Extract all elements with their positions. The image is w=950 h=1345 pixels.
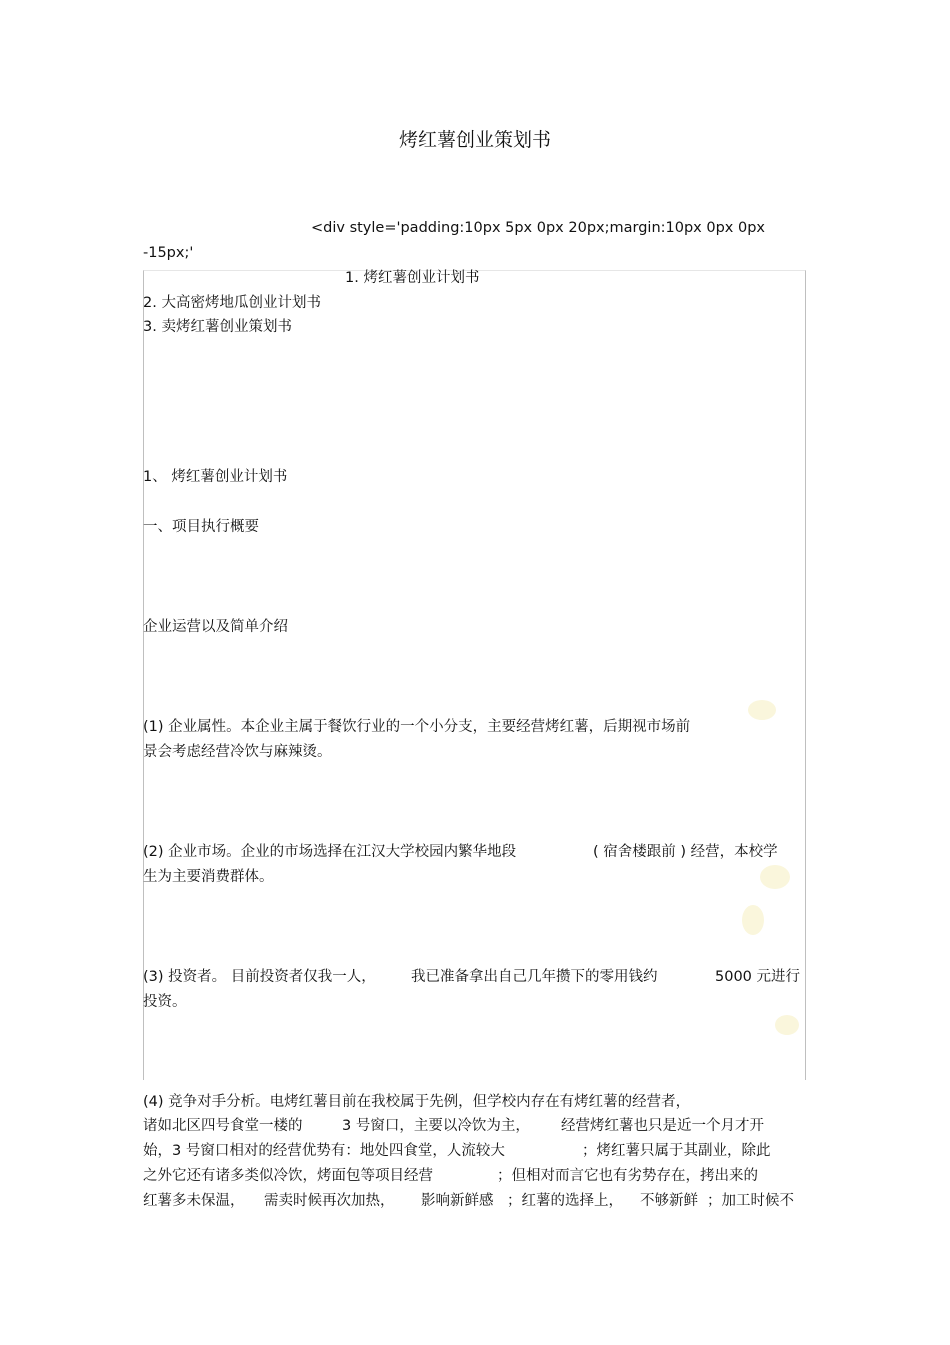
paragraph-3-line-2: 投资。 [143, 994, 187, 1010]
content-frame [143, 270, 806, 1080]
document-title: 烤红薯创业策划书 [398, 129, 551, 151]
paragraph-4-line-2c: 经营烤红薯也只是近一个月才开 [561, 1118, 764, 1134]
paragraph-4-line-5d: ；红薯的选择上， [507, 1193, 623, 1209]
paragraph-4-line-2a: 诸如北区四号食堂一楼的 [143, 1118, 303, 1134]
paragraph-3-line-1b: 我已准备拿出自己几年攒下的零用钱约 [411, 969, 658, 985]
paragraph-2-line-1: (2) 企业市场。企业的市场选择在江汉大学校园内繁华地段 [143, 844, 517, 860]
section-heading: 1、 烤红薯创业计划书 [143, 469, 288, 485]
faint-spot [742, 905, 764, 935]
faint-spot [760, 865, 790, 889]
paragraph-4-line-5c: 影响新鲜感 [421, 1193, 494, 1209]
code-text-line-2: -15px;' [143, 245, 194, 261]
paragraph-1-line-1: (1) 企业属性。本企业主属于餐饮行业的一个小分支，主要经营烤红薯，后期视市场前 [143, 719, 691, 735]
paragraph-4-line-5e: 不够新鲜 [640, 1193, 698, 1209]
toc-item-2[interactable]: 2. 大高密烤地瓜创业计划书 [143, 295, 321, 311]
paragraph-4-line-3b: ；烤红薯只属于其副业，除此 [582, 1143, 771, 1159]
paragraph-4-line-4a: 之外它还有诸多类似冷饮，烤面包等项目经营 [143, 1168, 433, 1184]
paragraph-1-line-2: 景会考虑经营冷饮与麻辣烫。 [143, 744, 332, 760]
paragraph-4-line-5b: 需卖时候再次加热， [264, 1193, 395, 1209]
intro-heading: 企业运营以及简单介绍 [143, 619, 288, 635]
paragraph-2-line-2: 生为主要消费群体。 [143, 869, 274, 885]
paragraph-4-line-5f: ；加工时候不 [707, 1193, 794, 1209]
paragraph-4-line-2b: 3 号窗口，主要以冷饮为主， [342, 1118, 530, 1134]
paragraph-4-line-4b: ；但相对而言它也有劣势存在，拷出来的 [497, 1168, 758, 1184]
paragraph-2-line-1-cont: ( 宿舍楼跟前 ) 经营，本校学 [593, 844, 778, 860]
code-text-line-1: <div style='padding:10px 5px 0px 20px;margin:10px 0px 0px [311, 220, 765, 236]
paragraph-4-line-3a: 始，3 号窗口相对的经营优势有：地处四食堂，人流较大 [143, 1143, 505, 1159]
paragraph-4-line-1: (4) 竞争对手分析。电烤红薯目前在我校属于先例，但学校内存在有烤红薯的经营者， [143, 1094, 691, 1110]
paragraph-4-line-5a: 红薯多未保温， [143, 1193, 245, 1209]
toc-item-1[interactable]: 1. 烤红薯创业计划书 [345, 270, 480, 286]
toc-item-3[interactable]: 3. 卖烤红薯创业策划书 [143, 319, 292, 335]
paragraph-3-line-1c: 5000 元进行 [715, 969, 801, 985]
sub-heading: 一、项目执行概要 [143, 519, 259, 535]
paragraph-3-line-1a: (3) 投资者。 目前投资者仅我一人， [143, 969, 376, 985]
faint-spot [748, 700, 776, 720]
faint-spot [775, 1015, 799, 1035]
